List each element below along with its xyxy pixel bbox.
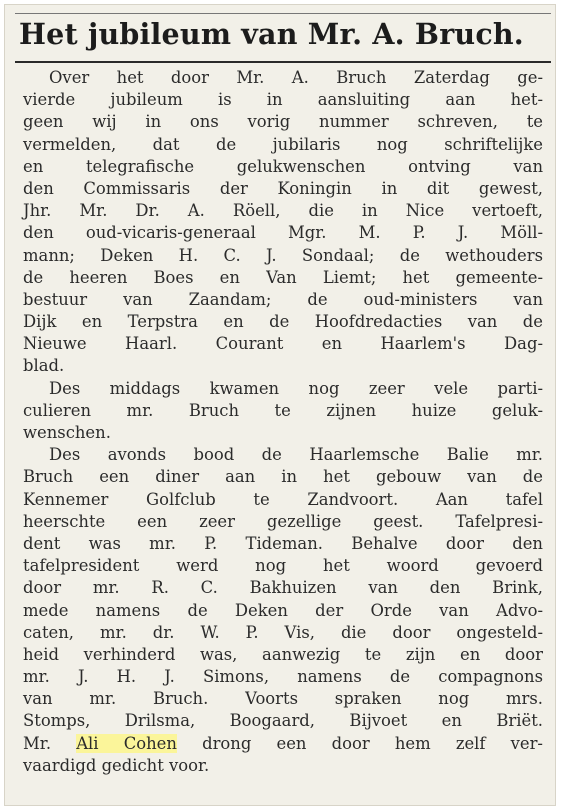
text-line: Over het door Mr. A. Bruch Zaterdag ge- xyxy=(49,68,543,87)
text-line: wenschen. xyxy=(23,423,111,442)
text-line: den Commissaris der Koningin in dit gewest, xyxy=(23,178,543,198)
text-line: Nieuwe Haarl. Courant en Haarlem's Dag- xyxy=(23,334,543,354)
text-line: door mr. R. C. Bakhuizen van den Brink, xyxy=(23,578,543,598)
text-line: Stomps, Drilsma, Boogaard, Bijvoet en Briët. xyxy=(23,711,543,731)
text-line: tafelpresident werd nog het woord gevoerd xyxy=(23,556,543,576)
text-line: geen wij in ons vorig nummer schreven, te xyxy=(23,112,543,132)
text-line: dent was mr. P. Tideman. Behalve door den xyxy=(23,533,543,553)
text-line: vierde jubileum is in aansluiting aan het- xyxy=(23,90,543,110)
text-line: heerschte een zeer gezellige geest. Tafelpresi- xyxy=(23,511,543,531)
text-line: Dijk en Terpstra en de Hoofdredacties van de xyxy=(23,312,543,332)
text-fragment: drong een door hem zelf ver- xyxy=(176,733,543,753)
highlighted-name: Ali Cohen xyxy=(76,733,177,753)
text-line: en telegrafische gelukwenschen ontving van xyxy=(23,156,543,176)
text-line: Kennemer Golfclub te Zandvoort. Aan tafel xyxy=(23,489,543,509)
text-line xyxy=(23,733,543,755)
text-line: den oud-vicaris-generaal Mgr. M. P. J. Möll- xyxy=(23,223,543,243)
text-line: mede namens de Deken der Orde van Advo- xyxy=(23,600,543,620)
article-headline: Het jubileum van Mr. A. Bruch. xyxy=(19,17,524,51)
article-body xyxy=(23,67,543,777)
top-rule xyxy=(15,13,551,14)
text-line: culieren mr. Bruch te zijnen huize geluk- xyxy=(23,400,543,420)
text-line: Bruch een diner aan in het gebouw van de xyxy=(23,467,543,487)
text-line: Des middags kwamen nog zeer vele parti- xyxy=(49,378,543,398)
newspaper-clipping xyxy=(4,4,556,806)
text-line: de heeren Boes en Van Liemt; het gemeente- xyxy=(23,267,543,287)
text-line: mann; Deken H. C. J. Sondaal; de wethouders xyxy=(23,245,543,265)
text-line: vaardigd gedicht voor. xyxy=(23,755,210,775)
text-line: caten, mr. dr. W. P. Vis, die door ongesteld- xyxy=(23,622,543,642)
text-line: vermelden, dat de jubilaris nog schriftelijke xyxy=(23,134,543,154)
text-line: Des avonds bood de Haarlemsche Balie mr. xyxy=(49,445,543,465)
headline-rule xyxy=(15,61,551,63)
text-line: Jhr. Mr. Dr. A. Röell, die in Nice vertoeft, xyxy=(23,201,543,221)
text-line: heid verhinderd was, aanwezig te zijn en door xyxy=(23,644,543,664)
text-fragment: Mr. xyxy=(23,733,77,753)
text-line: blad. xyxy=(23,356,65,376)
text-line: bestuur van Zaandam; de oud-ministers van xyxy=(23,289,543,309)
text-line: van mr. Bruch. Voorts spraken nog mrs. xyxy=(23,689,543,709)
text-line: mr. J. H. J. Simons, namens de compagnons xyxy=(23,667,543,687)
